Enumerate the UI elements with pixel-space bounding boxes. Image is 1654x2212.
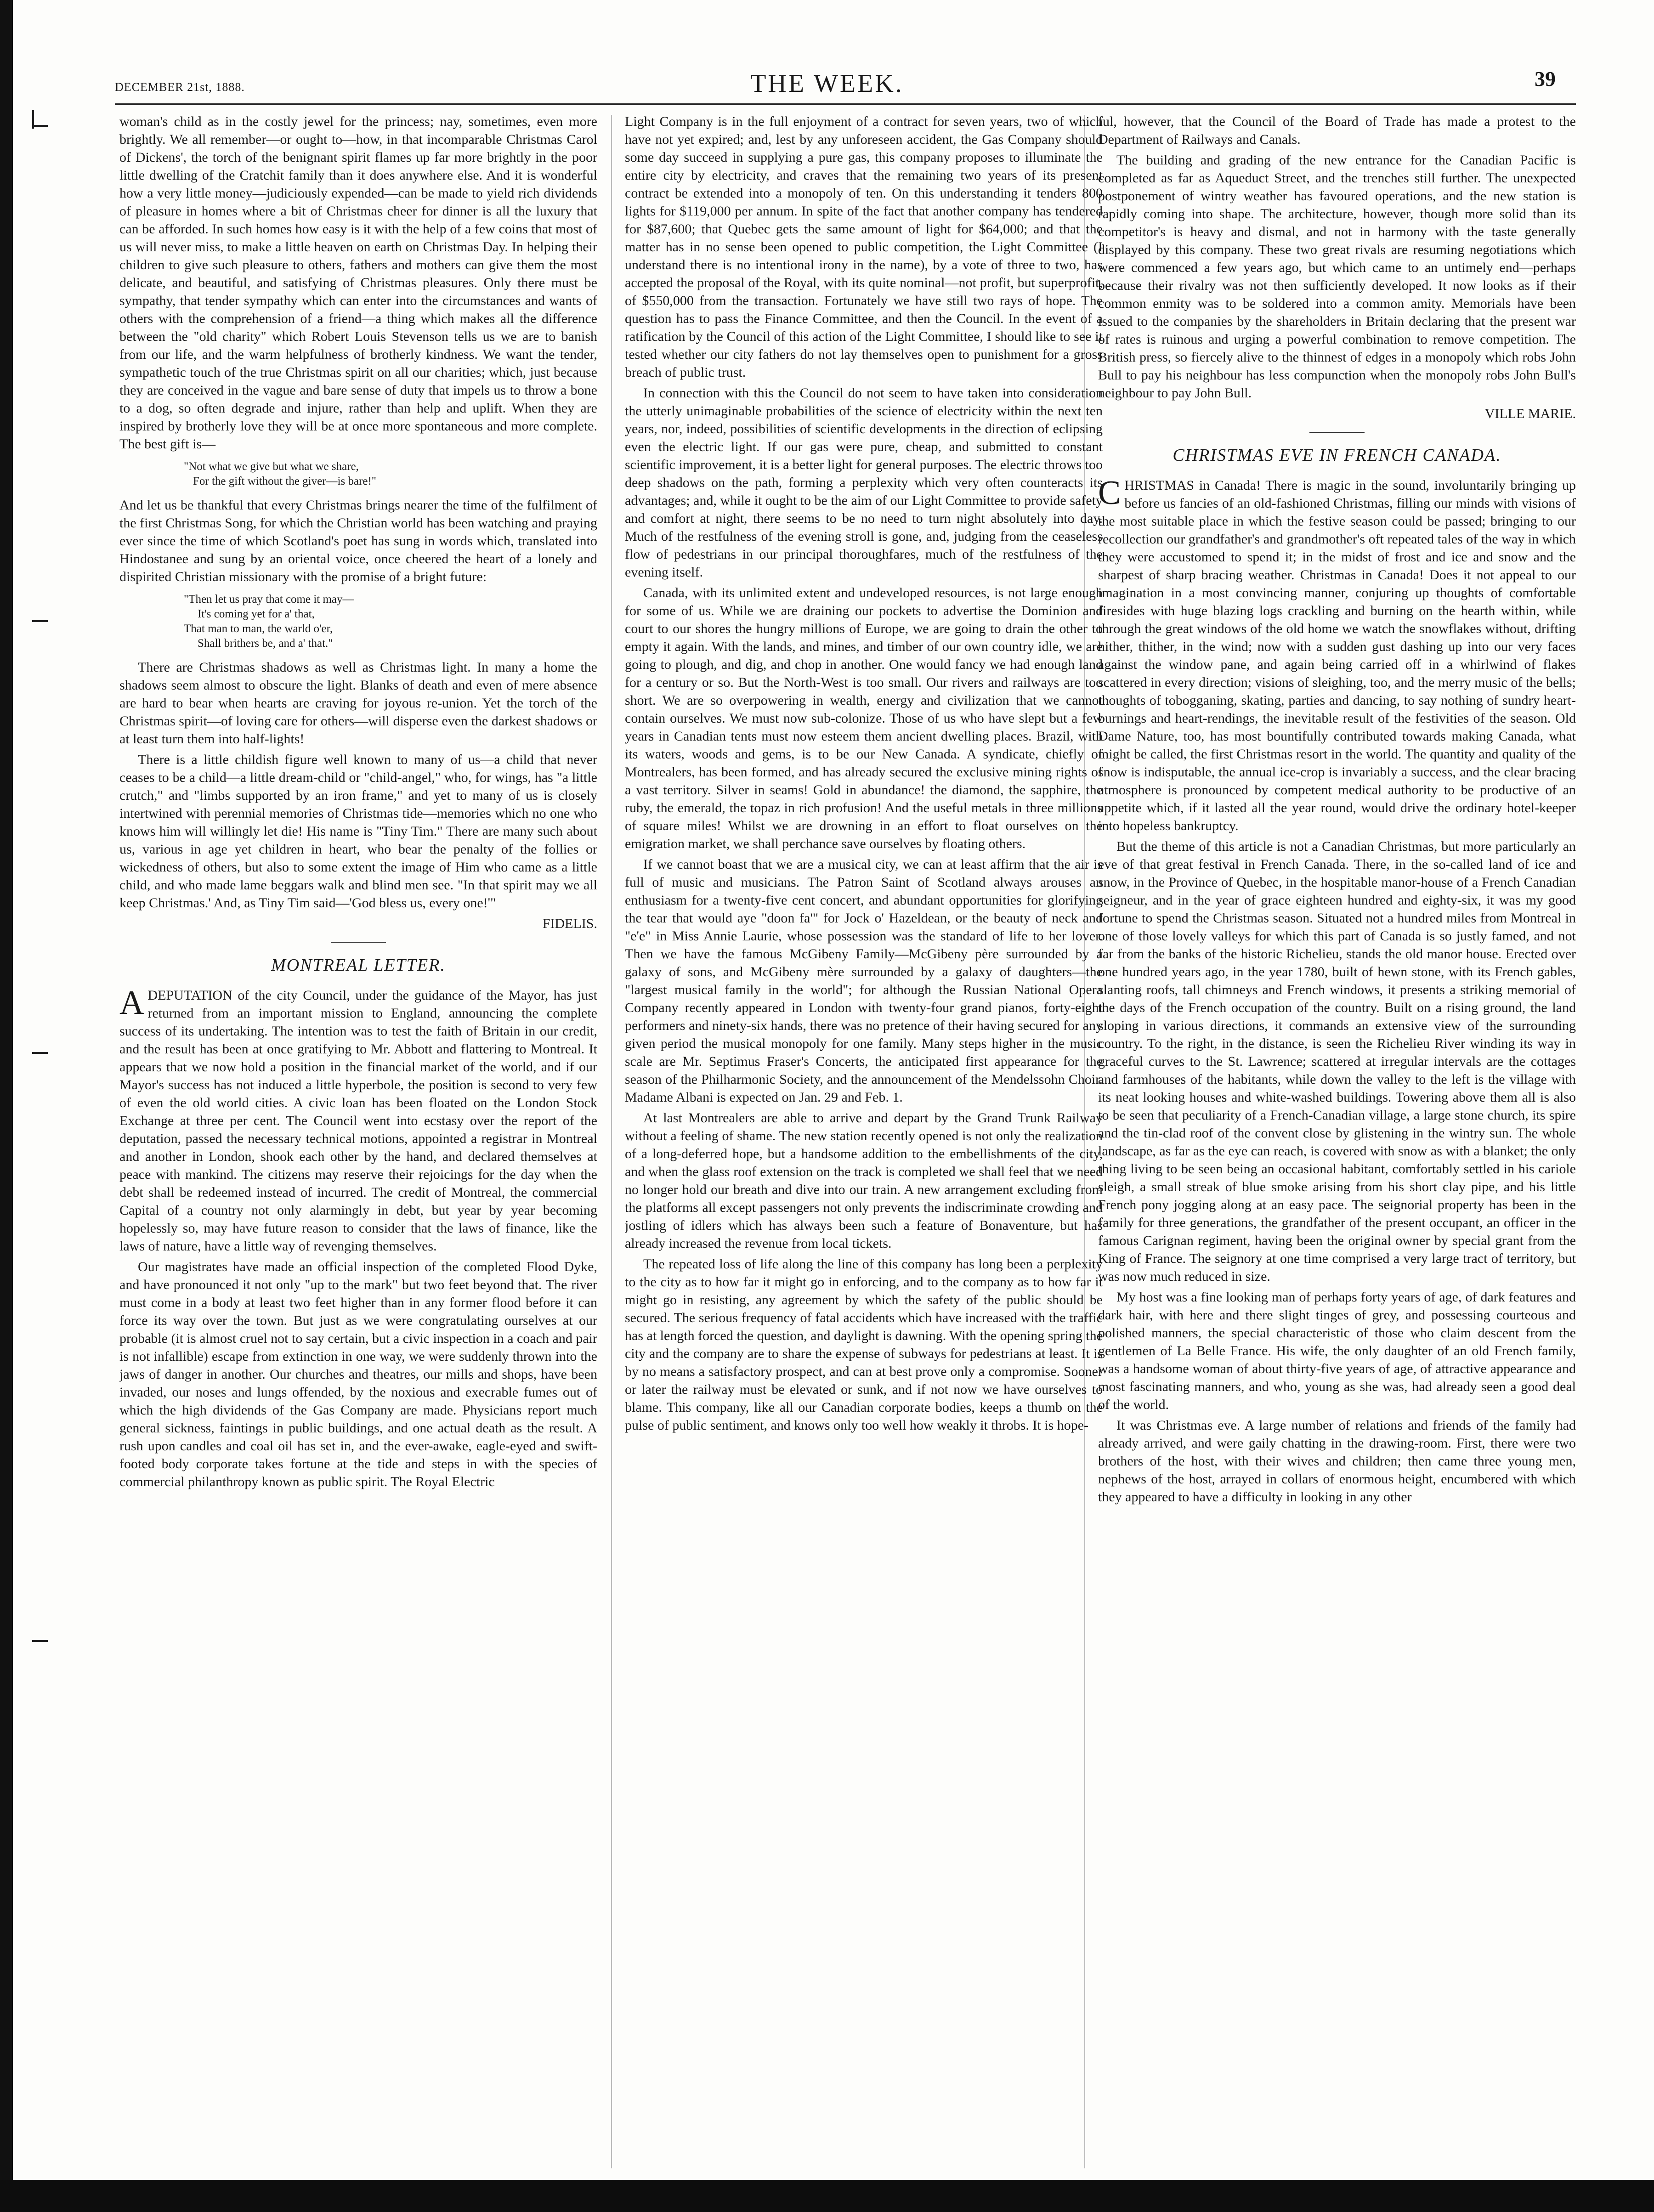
- scan-bottom-edge: [0, 2180, 1654, 2212]
- paragraph: In connection with this the Council do not seem to have taken into consideration the utterly unimaginable probabilities of the science of electricity within the next ten years, nor, indeed, possibilities of scientific developments in the direction of eclipsing even the electric light. If our gas were pure, cheap, and submitted to constant scientific improvement, it is a better light for general purposes. The electric throws too deep shadows on the path, forming a perplexity which very often counteracts its advantages; and, while it ought to be the aim of our Light Committee to provide safety and comfort at night, there seems to be no need to turn night absolutely into day. Much of the restfulness of the evening stroll is gone, and, judging from the ceaseless flow of pedestrians in our principal thoroughfares, much of the restfulness of the evening itself.: [625, 385, 1103, 580]
- column-divider: [611, 115, 612, 2168]
- paragraph: The building and grading of the new entrance for the Canadian Pacific is completed as far as Aqueduct Street, and the trenches still further. The unexpected postponement of wintry weather has favoured operations, and the new station is rapidly coming into shape. The architecture, however, though more solid than its competitor's is heavy and dismal, and not in harmony with the taste generally displayed by this company. These two great rivals are resuming negotiations which were commenced a few years ago, but which came to an untimely end—perhaps because their rivalry was not then sufficiently developed. It now looks as if their common enmity was to be soldered into a common amity. Memorials have been issued to the companies by the shareholders in Britain declaring that the present war of rates is ruinous and urging a powerful combination to remove competition. The British press, so fiercely alive to the thinnest of edges in a monopoly which robs John Bull to pay his neighbour has less compunction when the monopoly robs John Bull's neighbour to pay John Bull.: [1098, 153, 1576, 401]
- verse-quote: [184, 459, 597, 489]
- verse-quote: [184, 592, 597, 651]
- paragraph: At last Montrealers are able to arrive and depart by the Grand Trunk Railway without a feeling of shame. The new station recently opened is not only the realization of a long-deferred hope, but a handsome addition to the embellishments of the city, and when the glass roof extension on the track is completed we shall feel that we need no longer hold our breath and dive into our train. A new arrangement excluding from the platforms all except passengers not only prevents the indiscriminate crowding and jostling of idlers which has always been such a feature of Bonaventure, but has already increased the revenue from local tickets.: [625, 1110, 1103, 1251]
- margin-mark: [32, 1640, 48, 1642]
- column-1: [119, 113, 597, 2171]
- paragraph: And let us be thankful that every Christmas brings nearer the time of the fulfilment of the first Christmas Song, for which the Christian world has been watching and praying ever since the time of which Scotland's poet has sung in words which, translated into Hindostanee and sung by an oriental voice, once cheered the heart of a lonely and dispirited Christian missionary with the promise of a bright future:: [119, 498, 597, 584]
- column-2: [625, 113, 1103, 2171]
- paragraph-text: HRISTMAS in Canada! There is magic in the sound, involuntarily bringing up before us fancies of an old-fashioned Christmas, filling our minds with visions of the most suitable place in which the festive season could be passed; bringing to our recollection our grandfather's and grandmother's oft repeated tales of the way in which they were accustomed to spend it; in the midst of frost and ice and snow and the sharpest of sharp bracing weather. Christmas in Canada! Does it not appeal to our imagination in a most convincing manner, conjuring up thoughts of comfortable firesides with huge blazing logs crackling and burning on the hearth within, while through the great windows of the old home we watch the snowflakes without, drifting hither, thither, in the wind; now with a sudden gust dashing up into our very faces against the window pane, and again being carried off in a whirlwind of flakes scattered in every direction; visions of sleighing, too, and the merry music of the bells; thoughts of tobogganing, skating, parties and dancing, to say nothing of sundry heart-burnings and heart-rendings, the inevitable result of the festivities of the season. Old Dame Nature, too, has most bountifully contributed towards making Canada, what might be called, the first Christmas resort in the world. The quantity and quality of the snow is indisputable, the annual ice-crop is invariably a success, and the clear bracing atmosphere is pronounced by competent medical authority to be productive of an appetite which, if it lasted all the year round, would drive the ordinary hotel-keeper into hopeless bankruptcy.: [1098, 478, 1576, 833]
- paragraph: Light Company is in the full enjoyment of a contract for seven years, two of which have not yet expired; and, lest by any unforeseen accident, the Gas Company should some day succeed in supplying a pure gas, this company proposes to illuminate the entire city by electricity, and craves that the remaining two years of its present contract be extended into a monopoly of ten. On this understanding it tenders 800 lights for $119,000 per annum. In spite of the fact that another company has tendered for $87,600; that Quebec gets the same amount of light for $64,000; and that the matter has in no sense been opened to public competition, the Light Committee (I understand there is no intentional irony in the name), by a vote of three to two, has accepted the proposal of the Royal, with its quite nominal—not profit, but superprofit, of $550,000 from the transaction. Fortunately we have still two rays of hope. The question has to pass the Finance Committee, and then the Council. In the event of a ratification by the Council of this action of the Light Committee, I should like to see it tested whether our city fathers do not lay themselves open to punishment for a gross breach of public trust.: [625, 114, 1103, 380]
- paragraph: woman's child as in the costly jewel for the princess; nay, sometimes, even more brightly. We all remember—or ought to—how, in that incomparable Christmas Carol of Dickens', the torch of the benignant spirit flames up far more brightly in the poor little dwelling of the Cratchit family than it does anywhere else. And it is wonderful how a very little money—judiciously expended—can be made to yield rich dividends of pleasure in homes where a bit of Christmas cheer for dinner is all the luxury that can be afforded. In such homes how easy is it with the help of a few coins that most of us will never miss, to make a little heaven on earth on Christmas Day. In helping their children to give such pleasure to others, fathers and mothers can give them the most delicate, and beautiful, and satisfying of Christmas pleasures. Only there must be sympathy, that tender sympathy which can enter into the circumstances and wants of others with the comprehension of a friend—a thing which makes all the difference between the "old charity" which Robert Louis Stevenson tells us we are to banish from our life, and the warm helpfulness of brotherly kindness. We want the tender, sympathetic touch of the true Christmas spirit on all our charities; which, just because they are conceived in the vague and bare sense of duty that impels us to throw a bone to a dog, so often degrade and injure, rather than help and uplift. When they are inspired by brotherly love they will be at once more spontaneous and more complete. The best gift is—: [119, 114, 597, 452]
- paragraph: It was Christmas eve. A large number of relations and friends of the family had already arrived, and were gaily chatting in the drawing-room. First, there were two brothers of the host, with their wives and children; then came three young men, nephews of the host, arrayed in collars of enormous height, encumbered with which they appeared to have a difficulty in looking in any other: [1098, 1418, 1576, 1505]
- column-3: [1098, 113, 1576, 2171]
- paragraph: The repeated loss of life along the line of this company has long been a perplexity to the city as to how far it might go in enforcing, and to the company as to how far it might go in resisting, any agreement by which the safety of the public should be secured. The serious frequency of fatal accidents which have increased with the traffic has at length forced the question, and daylight is dawning. With the opening spring the city and the company are to share the expense of subways for pedestrians at least. It is by no means a satisfactory prospect, and can at best prove only a compromise. Sooner or later the railway must be elevated or sunk, and if not now we have ourselves to blame. This company, like all our Canadian corporate bodies, keeps a thumb on the pulse of public sentiment, and knows only too well how weakly it throbs. It is hope-: [625, 1256, 1103, 1433]
- verse-line: It's coming yet for a' that,: [198, 608, 315, 620]
- drop-cap: A: [119, 984, 144, 1022]
- header-rule: [115, 103, 1576, 105]
- paragraph: Canada, with its unlimited extent and undeveloped resources, is not large enough for some of us. While we are draining our pockets to advertise the Dominion and court to our shores the hungry millions of Europe, we are going to drain the other to empty it again. With the lands, and mines, and timber of our own country idle, we are going to plough, and dig, and chop in another. One would fancy we had enough land for a century or so. But the North-West is too small. Our rivers and railways are too short. We are so overpowering in wealth, energy and civilization that we cannot contain ourselves. We must now sub-colonize. Those of us who have slept but a few years in Canadian tents must now esteem them ancient dwelling places. Brazil, with its waters, woods and gems, is to be our New Canada. A syndicate, chiefly of Montrealers, has been formed, and has already secured the exclusive mining rights of a vast territory. Silver in seams! Gold in abundance! the diamond, the sapphire, the ruby, the emerald, the topaz in rich profusion! And the useful metals in three millions of square miles! Whilst we are drowning in an effort to float ourselves on the emigration market, we shall perchance save ourselves by floating others.: [625, 585, 1103, 851]
- section-heading-christmas-eve: CHRISTMAS EVE IN FRENCH CANADA.: [1173, 446, 1501, 465]
- section-heading-montreal-letter: MONTREAL LETTER.: [271, 956, 446, 975]
- paragraph: There are Christmas shadows as well as Christmas light. In many a home the shadows seem almost to obscure the light. Blanks of death and even of mere absence are hard to bear when hearts are craving for joyous re-union. Yet the torch of the Christmas spirit—of loving care for others—will disperse even the darkest shadows or at least turn them into half-lights!: [119, 660, 597, 747]
- section-divider: [331, 942, 386, 943]
- margin-mark: [32, 1052, 48, 1054]
- paragraph: ful, however, that the Council of the Board of Trade has made a protest to the Department of Railways and Canals.: [1098, 114, 1576, 147]
- margin-mark: [32, 620, 48, 622]
- author-signature: VILLE MARIE.: [1484, 406, 1576, 421]
- section-divider: [1309, 432, 1365, 433]
- page-number: 39: [1535, 67, 1556, 91]
- margin-mark: [32, 125, 48, 127]
- drop-cap: C: [1098, 474, 1121, 512]
- paragraph: My host was a fine looking man of perhaps forty years of age, of dark features and dark hair, with here and there slight tinges of grey, and possessing courteous and polished manners, the special characteristic of those who claim descent from the gentlemen of La Belle France. His wife, the only daughter of an old French family, was a handsome woman of about thirty-five years of age, of attractive appearance and most fascinating manners, and who, young as she was, had already seen a good deal of the world.: [1098, 1290, 1576, 1412]
- paragraph: Our magistrates have made an official inspection of the completed Flood Dyke, and have pronounced it not only "up to the mark" but two feet beyond that. The river must come in a body at least two feet higher than in any former flood before it can force its way over the town. But just as we were congratulating ourselves at our probable (it is almost cruel not to say certain, but a civic inspection in a coach and pair is not infallible) escape from extinction in one way, we were suddenly thrown into the jaws of danger in another. Our churches and theatres, our mills and shops, have been invaded, our noses and lungs offended, by the noxious and execrable fumes out of which the high dividends of the Gas Company are made. Physicians report much general sickness, faintings in public buildings, and one actual death as the result. A rush upon candles and coal oil has set in, and the ever-awake, eagle-eyed and swift-footed body corporate takes fortune at the tide and steps in with the species of commercial philanthropy known as public spirit. The Royal Electric: [119, 1259, 597, 1489]
- verse-line: That man to man, the warld o'er,: [184, 622, 333, 635]
- paragraph: [1098, 476, 1576, 835]
- paragraph: [119, 986, 597, 1255]
- issue-date: DECEMBER 21st, 1888.: [115, 80, 245, 94]
- verse-line: Shall brithers be, and a' that.": [198, 637, 333, 650]
- verse-line: "Not what we give but what we share,: [184, 460, 359, 473]
- paragraph: There is a little childish figure well known to many of us—a child that never ceases to be a child—a little dream-child or "child-angel," who, for wings, has "a little crutch," and "limbs supported by an iron frame," and yet to many of us is closely intertwined with perennial memories of Christmas tide—memories which no one who knows him will willingly let die! His name is "Tiny Tim." There are many such about us, various in age yet children in heart, who bear the penalty of the follies or wickedness of others, but also to some extent the image of Him who came as a little child, and who made lame beggars walk and blind men see. "In that spirit may we all keep Christmas.' And, as Tiny Tim said—'God bless us, every one!'": [119, 752, 597, 911]
- paragraph: But the theme of this article is not a Canadian Christmas, but more particularly an eve of that great festival in French Canada. There, in the so-called land of ice and snow, in the Province of Quebec, in the hospitable manor-house of a French Canadian seigneur, and in the year of grace eighteen hundred and eighty-six, it was my good fortune to spend the Christmas season. Situated not a hundred miles from Montreal in one of those lovely valleys for which this part of Canada is so justly famed, and not far from the banks of the historic Richelieu, stands the old manor house. Erected over one hundred years ago, in the year 1780, built of hewn stone, with its French gables, slanting roofs, tall chimneys and French windows, it presents a striking memorial of the days of the French occupation of the country. Built on a rising ground, the land sloping in various directions, it commands an extensive view of the surrounding country. To the right, in the distance, is seen the Richelieu River winding its way in graceful curves to the St. Lawrence; scattered at irregular intervals are the cottages and farmhouses of the habitants, while down the valley to the left is the village with its neat looking houses and white-washed buildings. Towering above them all is also to be seen that peculiarity of a French-Canadian village, a large stone church, its spire and the tin-clad roof of the convent close by glistening in the wintry sun. The whole landscape, as far as the eye can reach, is covered with snow as with a blanket; the only thing living to be seen being an occasional habitant, comfortably settled in his cariole sleigh, a small streak of blue smoke arising from his short clay pipe, and his little French pony jogging along at an easy pace. The seignorial property has been in the family for three generations, the grandfather of the present occupant, an officer in the famous Carignan regiment, having been the original owner by special grant from the King of France. The seignory at one time comprised a very large tract of territory, but was now much reduced in size.: [1098, 839, 1576, 1284]
- publication-title: THE WEEK.: [750, 69, 904, 98]
- verse-line: "Then let us pray that come it may—: [184, 593, 354, 605]
- paragraph: If we cannot boast that we are a musical city, we can at least affirm that the air is full of music and musicians. The Patron Saint of Scotland always arouses an enthusiasm for a twenty-five cent concert, and abundant opportunities for glorifying the tear that would aye "doon fa'" for Jock o' Hazeldean, or the beauty of neck and "e'e" in Miss Annie Laurie, whose possession was the standard of life to her lover. Then we have the famous McGibeny Family—McGibeny père surrounded by a galaxy of sons, and McGibeny mère surrounded by a galaxy of daughters—the "largest musical family in the world"; for although the Russian National Opera Company recently appeared in London with twenty-four grand pianos, forty-eight performers and ninety-six hands, there was no pretence of their having secured for any given period the musical monopoly for one family. Many steps higher in the music scale are Mr. Septimus Fraser's Concerts, the anticipated first appearance for the season of the Philharmonic Society, and the announcement of the Mendelssohn Choir. Madame Albani is expected on Jan. 29 and Feb. 1.: [625, 857, 1103, 1105]
- paragraph-text: DEPUTATION of the city Council, under the guidance of the Mayor, has just returned from an important mission to England, announcing the complete success of its undertaking. The intention was to test the faith of Britain in our credit, and the result has been at once gratifying to Mr. Abbott and flattering to Montreal. It appears that we now hold a position in the financial market of the world, and if our Mayor's success has not induced a little hyperbole, the position is second to very few of even the old world cities. A civic loan has been floated on the London Stock Exchange at three per cent. The Council went into ecstasy over the report of the deputation, passed the necessary technical motions, appointed a registrar in Montreal and another in London, shook each other by the hand, and declared themselves at peace with mankind. The citizens may reserve their rejoicings for the day when the debt shall be redeemed instead of incurred. The credit of Montreal, the commercial Capital of a country not only alarmingly in debt, but year by year becoming hopelessly so, may have future reason to consider that the laws of finance, like the laws of nature, have a little way of revenging themselves.: [119, 988, 597, 1254]
- verse-line: For the gift without the giver—is bare!": [193, 475, 377, 487]
- author-signature: FIDELIS.: [542, 916, 597, 931]
- scan-left-edge: [0, 0, 13, 2212]
